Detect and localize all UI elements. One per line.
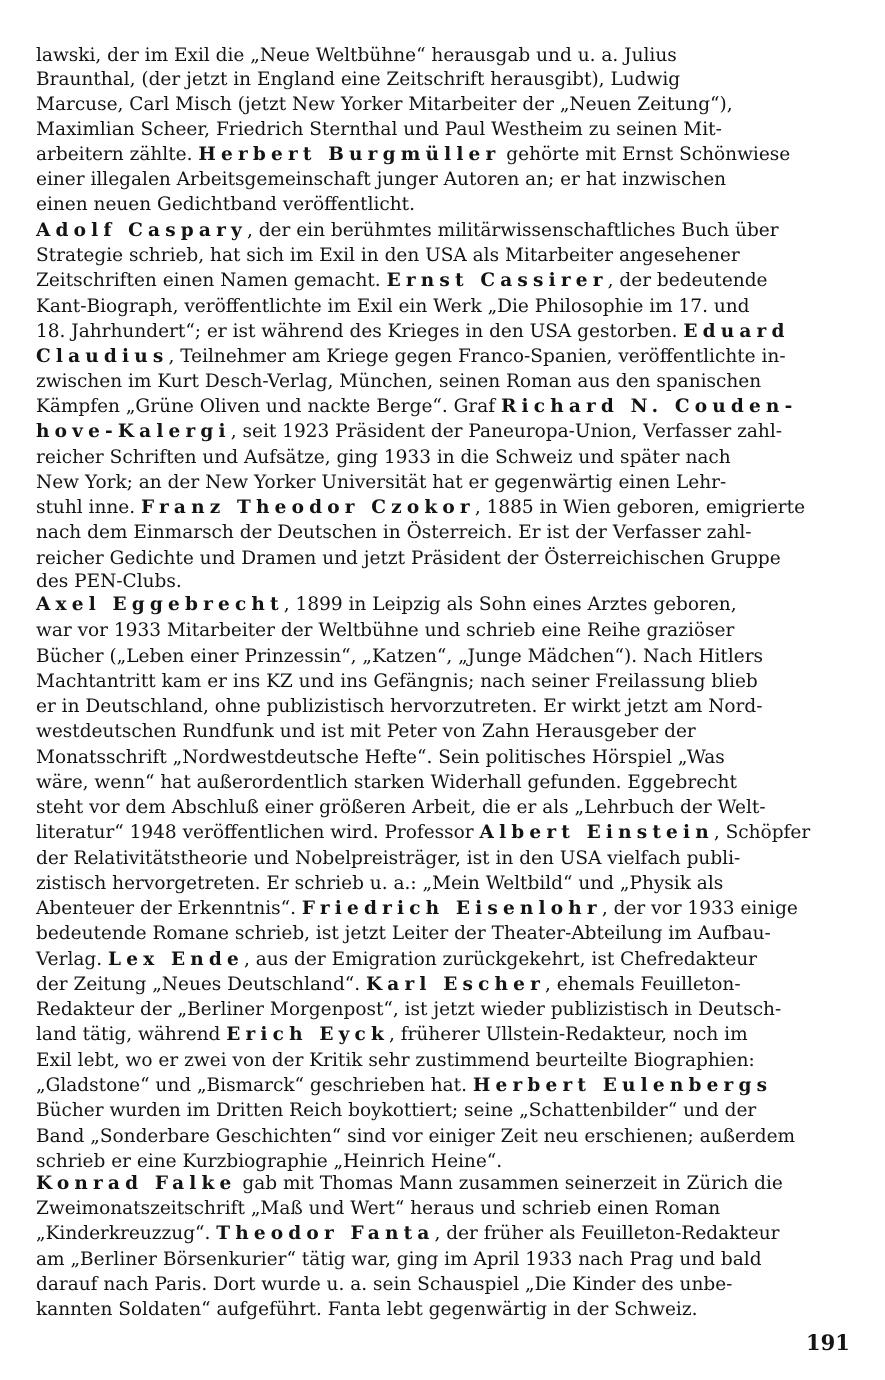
text-segment: Monatsschrift „Nordwestdeutsche Hefte“. Sein politisches Hörspiel „Was <box>36 747 725 768</box>
text-line <box>36 118 846 142</box>
text-segment: kannten Soldaten“ aufgeführt. Fanta lebt gegenwärtig in der Schweiz. <box>36 1299 698 1320</box>
text-segment: , der vor 1933 einige <box>601 898 798 919</box>
text-line <box>36 720 846 744</box>
text-line <box>36 1125 846 1149</box>
text-segment: nach dem Einmarsch der Deutschen in Österreich. Er ist der Verfasser zahl- <box>36 522 752 543</box>
text-segment: Kant-Biograph, veröffentlichte im Exil ein Werk „Die Philosophie im 17. und <box>36 296 750 317</box>
text-segment: Kämpfen „Grüne Oliven und nackte Berge“. Graf <box>36 396 501 417</box>
text-segment: gehörte mit Ernst Schönwiese <box>500 144 791 165</box>
text-line <box>36 922 846 946</box>
spaced-name: Herbert Burgmüller <box>198 144 501 165</box>
text-line <box>36 1298 846 1322</box>
text-segment: Zeitschriften einen Namen gemacht. <box>36 270 387 291</box>
text-line <box>36 796 846 820</box>
text-segment: Machtantritt kam er ins KZ und ins Gefängnis; nach seiner Freilassung blieb <box>36 671 758 692</box>
text-segment: , (der jetzt in England eine Zeitschrift herausgibt), Ludwig <box>129 69 681 90</box>
text-segment: , 1885 in Wien geboren, emigrierte <box>474 497 806 518</box>
text-line <box>36 1172 846 1196</box>
text-line <box>36 143 846 167</box>
spaced-name: Friedrich Eisenlohr <box>301 898 602 919</box>
text-line <box>36 821 846 845</box>
text-line <box>36 93 846 117</box>
text-line <box>36 219 846 243</box>
text-segment: New York; an der New Yorker Universität hat er gegenwärtig einen Lehr- <box>36 472 727 493</box>
spaced-name: Axel Eggebrecht <box>36 594 284 615</box>
text-segment: gab mit Thomas Mann zusammen seinerzeit in Zürich die <box>236 1173 783 1194</box>
text-segment: land tätig, während <box>36 1024 227 1045</box>
text-segment: reicher Gedichte und Dramen und jetzt Präsident der Österreichischen Gruppe <box>36 548 781 569</box>
spaced-name: Konrad Falke <box>36 1173 237 1194</box>
text-line <box>36 619 846 643</box>
text-line <box>36 771 846 795</box>
text-segment: Maximlian Scheer, Friedrich Sternthal und Paul Westheim zu seinen Mit- <box>36 119 722 140</box>
text-segment: der Zeitung „Neues Deutschland“. <box>36 974 367 995</box>
text-segment: stuhl inne. <box>36 497 142 518</box>
text-line <box>36 1049 846 1073</box>
text-line <box>36 1222 846 1246</box>
text-line <box>36 295 846 319</box>
text-line <box>36 244 846 268</box>
text-segment: zistisch hervorgetreten. Er schrieb u. a.: „Mein Weltbild“ und „Physik als <box>36 873 724 894</box>
text-segment: Zweimonatszeitschrift „Maß und Wert“ heraus und schrieb einen Roman <box>36 1198 721 1219</box>
text-segment: arbeitern zählte. <box>36 144 199 165</box>
text-line <box>36 973 846 997</box>
text-segment: Verlag. <box>36 949 109 970</box>
text-segment: er in Deutschland, ohne publizistisch hervorzutreten. Er wirkt jetzt am Nord- <box>36 696 763 717</box>
text-segment: Bücher wurden im Dritten Reich boykottiert; seine „Schattenbilder“ und der <box>36 1100 757 1121</box>
spaced-name: Karl Escher <box>366 974 546 995</box>
text-segment: , Teilnehmer am Kriege gegen Franco-Spanien, veröffentlichte in- <box>168 346 786 367</box>
text-segment: , 1899 in Leipzig als Sohn eines Arztes geboren, <box>283 594 737 615</box>
text-segment: war vor 1933 Mitarbeiter der Weltbühne und schrieb eine Reihe graziöser <box>36 620 735 641</box>
text-segment: des PEN-Clubs. <box>36 571 182 592</box>
text-segment: einen neuen Gedichtband veröffentlicht. <box>36 194 415 215</box>
text-segment: literatur“ 1948 veröffentlichen wird. Professor <box>36 822 480 843</box>
text-line <box>36 1099 846 1123</box>
text-line <box>36 746 846 770</box>
text-line <box>36 1197 846 1221</box>
text-line <box>36 320 846 344</box>
text-line <box>36 593 846 617</box>
text-line <box>36 471 846 495</box>
text-segment: 18. Jahrhundert“; er ist während des Krieges in den USA gestorben. <box>36 321 684 342</box>
text-segment: darauf nach Paris. Dort wurde u. a. sein Schauspiel „Die Kinder des unbe- <box>36 1274 733 1295</box>
spaced-name: Claudius <box>36 346 169 367</box>
text-line <box>36 68 846 92</box>
text-segment: am „Berliner Börsenkurier“ tätig war, ging im April 1933 nach Prag und bald <box>36 1249 762 1270</box>
text-line <box>36 345 846 369</box>
text-segment: lawski <box>36 45 96 66</box>
text-line <box>36 420 846 444</box>
spaced-name: Lex Ende <box>108 949 244 970</box>
text-segment: Redakteur der „Berliner Morgenpost“, ist jetzt wieder publizistisch in Deutsch- <box>36 999 782 1020</box>
text-line <box>36 496 846 520</box>
text-segment: Strategie schrieb, hat sich im Exil in den USA als Mitarbeiter angesehener <box>36 245 740 266</box>
text-segment: , früherer Ullstein-Redakteur, noch im <box>388 1024 748 1045</box>
text-line <box>36 269 846 293</box>
text-segment: „Kinderkreuzzug“. <box>36 1223 217 1244</box>
text-segment: bedeutende Romane schrieb, ist jetzt Leiter der Theater-Abteilung im Aufbau- <box>36 923 771 944</box>
text-segment: steht vor dem Abschluß einer größeren Arbeit, die er als „Lehrbuch der Welt- <box>36 797 766 818</box>
text-segment: „Gladstone“ und „Bismarck“ geschrieben hat. <box>36 1075 473 1096</box>
text-line <box>36 370 846 394</box>
text-line <box>36 446 846 470</box>
text-line <box>36 521 846 545</box>
text-line <box>36 168 846 192</box>
text-segment: , Schöpfer <box>713 822 811 843</box>
text-segment: Band „Sonderbare Geschichten“ sind vor einiger Zeit neu erschienen; außerdem <box>36 1126 796 1147</box>
spaced-name: Herbert Eulenbergs <box>472 1075 773 1096</box>
text-line <box>36 645 846 669</box>
page-number: 191 <box>806 1330 850 1355</box>
text-line <box>36 193 846 217</box>
text-line <box>36 1248 846 1272</box>
text-segment: wäre, wenn“ hat außerordentlich starken Widerhall gefunden. Eggebrecht <box>36 772 737 793</box>
spaced-name: Ernst Cassirer <box>386 270 608 291</box>
spaced-name: Franz Theodor Czokor <box>141 497 475 518</box>
spaced-name: hove-Kalergi <box>36 421 231 442</box>
text-segment: schrieb er eine Kurzbiographie „Heinrich Heine“. <box>36 1151 503 1172</box>
text-segment: , der im Exil die „Neue Weltbühne“ herausgab und u. a. <box>95 45 625 66</box>
text-line <box>36 948 846 972</box>
text-segment: Abenteuer der Erkenntnis“. <box>36 898 302 919</box>
text-segment: Bücher („Leben einer Prinzessin“, „Katzen“, „Junge Mädchen“). Nach Hitlers <box>36 646 764 667</box>
text-line <box>36 395 846 419</box>
text-segment: , der ein berühmtes militärwissenschaftliches Buch über <box>246 220 779 241</box>
text-segment: Braunthal <box>36 69 130 90</box>
text-line <box>36 1150 846 1174</box>
spaced-name: Adolf Caspary <box>36 220 247 241</box>
text-segment: Exil lebt, wo er zwei von der Kritik sehr zustimmend beurteilte Biographien: <box>36 1050 755 1071</box>
spaced-name: Richard N. Couden- <box>501 396 798 417</box>
text-segment: , ehemals Feuilleton- <box>545 974 741 995</box>
text-line <box>36 547 846 571</box>
text-segment: , seit 1923 Präsident der Paneuropa-Union, Verfasser zahl- <box>230 421 783 442</box>
text-line <box>36 998 846 1022</box>
spaced-name: Erich Eyck <box>226 1024 389 1045</box>
text-segment: reicher Schriften und Aufsätze, ging 1933 in die Schweiz und später nach <box>36 447 731 468</box>
text-segment: westdeutschen Rundfunk und ist mit Peter von Zahn Herausgeber der <box>36 721 696 742</box>
text-line <box>36 670 846 694</box>
text-line <box>36 847 846 871</box>
spaced-name: Theodor Fanta <box>216 1223 435 1244</box>
text-line <box>36 570 846 594</box>
text-segment: , der früher als Feuilleton-Redakteur <box>434 1223 780 1244</box>
spaced-name: Albert Einstein <box>479 822 714 843</box>
text-segment: einer illegalen Arbeitsgemeinschaft junger Autoren an; er hat inzwischen <box>36 169 727 190</box>
text-segment: , aus der Emigration zurückgekehrt, ist Chefredakteur <box>243 949 758 970</box>
text-line <box>36 897 846 921</box>
text-segment: der Relativitätstheorie und Nobelpreisträger, ist in den USA vielfach publi- <box>36 848 741 869</box>
spaced-name: Eduard <box>683 321 790 342</box>
text-line <box>36 1023 846 1047</box>
text-line <box>36 1273 846 1297</box>
text-segment: zwischen im Kurt Desch-Verlag, München, seinen Roman aus den spanischen <box>36 371 762 392</box>
text-line <box>36 695 846 719</box>
text-line <box>36 1074 846 1098</box>
text-segment: Marcuse, Carl Misch (jetzt New Yorker Mitarbeiter der „Neuen Zeitung“), <box>36 94 733 115</box>
text-segment: Julius <box>624 45 677 66</box>
text-line <box>36 872 846 896</box>
text-line <box>36 44 846 68</box>
text-segment: , der bedeutende <box>607 270 768 291</box>
